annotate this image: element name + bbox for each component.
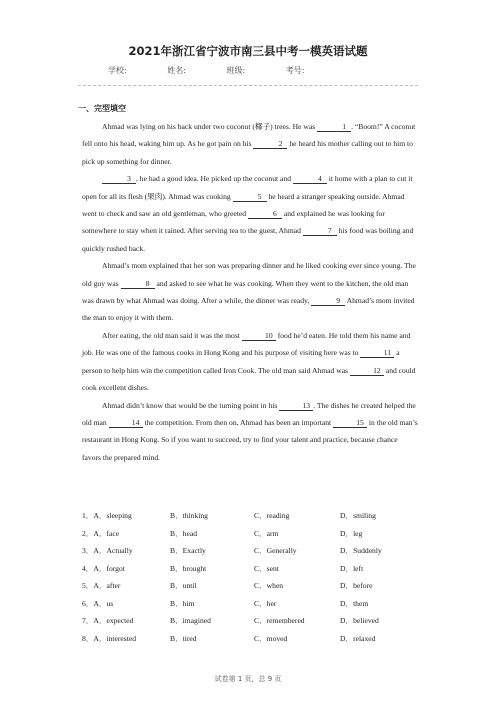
section-heading: 一、完型填空 — [78, 104, 126, 113]
option-d: D．believed — [340, 616, 379, 625]
option-b: B．thinking — [170, 511, 208, 520]
choice-row — [82, 563, 422, 581]
option-a: 2．A．face — [82, 528, 120, 538]
option-b: B．Exactly — [170, 546, 206, 555]
blank-2: 2 — [253, 139, 287, 149]
page-title: 2021年浙江省宁波市南三县中考一模英语试题 — [128, 44, 368, 58]
option-c: C．her — [254, 598, 277, 608]
option-a: 7．A．expected — [82, 616, 134, 625]
paragraph-5: Ahmad didn’t know that would be the turning point in his 13 . The dishes he created helped the old man 14 the competition. From then on, Ahmad has been an important 15 in the old man’s restaurant in Hong Kong. So if you want to succeed, try to find your talent and practice, because chance favors the prepared mind. — [82, 400, 418, 462]
class-label: 班级: — [226, 66, 246, 75]
option-a: 5．A．after — [82, 581, 121, 590]
blank-14: 14 — [109, 418, 143, 428]
paragraph-2: 3 , he had a good idea. He picked up the coconut and 4 it home with a plan to cut it open for all its flesh (果肉). Ahmad was cooking 5 he heard a stranger speaking outside. Ahmad went to check and saw an old gentleman, who greeted 6 and explained he was looking for somewhere to stay when it rained. After serving tea to the guest, Ahmad 7 his food was boiling and quickly rushed back. — [82, 174, 414, 253]
choice-row — [82, 545, 422, 563]
option-c: C．reading — [254, 511, 290, 520]
option-c: C．sent — [254, 563, 279, 573]
option-a: 6．A．us — [82, 598, 114, 608]
blank-4: 4 — [293, 174, 327, 184]
blank-1: 1 — [317, 122, 351, 132]
choice-row — [82, 528, 422, 546]
option-d: D．them — [340, 598, 369, 608]
option-c: C．moved — [254, 633, 288, 643]
option-d: D．left — [340, 563, 364, 573]
paragraph-1: Ahmad was lying on his back under two coconut (椰子) trees. He was 1 . “Boom!” A coconut fell onto his head, waking him up. As he got pain on his 2 he heard his mother calling out to him to pick up something for dinner. — [82, 122, 416, 166]
blank-9: 9 — [311, 296, 345, 306]
blank-13: 13 — [279, 401, 313, 411]
option-d: D．before — [340, 581, 373, 590]
blank-7: 7 — [303, 226, 337, 236]
choice-row — [82, 580, 422, 598]
page-footer: 试卷第 1 页，总 9 页 — [214, 675, 282, 683]
option-c: C．remembered — [254, 616, 305, 625]
option-a: 1．A．sleeping — [82, 511, 132, 520]
option-b: B．imagined — [170, 616, 211, 625]
divider — [78, 85, 418, 86]
option-b: B．until — [170, 581, 197, 590]
choice-row — [82, 633, 422, 651]
blank-15: 15 — [333, 418, 367, 428]
option-d: D．leg — [340, 528, 363, 538]
blank-8: 8 — [121, 279, 155, 289]
answer-choices — [82, 510, 422, 650]
option-b: B．brought — [170, 563, 207, 573]
option-d: D．relaxed — [340, 633, 376, 643]
blank-6: 6 — [248, 209, 282, 219]
option-c: C．arm — [254, 528, 279, 538]
name-label: 姓名: — [167, 66, 186, 75]
option-d: D．Suddenly — [340, 546, 382, 555]
choice-row — [82, 598, 422, 616]
cloze-passage — [82, 118, 418, 466]
blank-10: 10 — [242, 331, 276, 341]
blank-11: 11 — [360, 348, 394, 358]
option-a: 3．A．Actually — [82, 546, 133, 555]
option-b: B．tired — [170, 633, 197, 643]
blank-5: 5 — [233, 192, 267, 202]
student-info-row — [108, 65, 342, 76]
blank-12: 12 — [350, 366, 384, 376]
option-c: C．Generally — [254, 546, 297, 555]
choice-row — [82, 510, 422, 528]
paragraph-3: Ahmad’s mom explained that her son was preparing dinner and he liked cooking ever since young. The old guy was 8 and asked to see what he was cooking. When they went to the kitchen, the old man was drawn by what Ahmad was doing. After a while, the dinner was ready, 9 Ahmad’s mom invited the man to enjoy it with them. — [82, 261, 416, 323]
paragraph-4: After eating, the old man said it was the most 10 food he’d eaten. He told them his name and job. He was one of the famous cooks in Hong Kong and his purpose of visiting here was to 11 a person to help him win the competition called Iron Cook. The old man said Ahmad was 12 and could cook excellent dishes. — [82, 330, 416, 393]
choice-row — [82, 615, 422, 633]
blank-3: 3 — [102, 174, 136, 184]
option-b: B．him — [170, 598, 195, 608]
option-b: B．head — [170, 528, 197, 538]
school-label: 学校: — [108, 66, 127, 75]
option-d: D．smiling — [340, 511, 376, 520]
option-a: 4．A．forgot — [82, 563, 125, 573]
option-c: C．when — [254, 581, 284, 590]
option-a: 8．A．interested — [82, 633, 136, 643]
exam-number-label: 考号: — [285, 66, 305, 75]
